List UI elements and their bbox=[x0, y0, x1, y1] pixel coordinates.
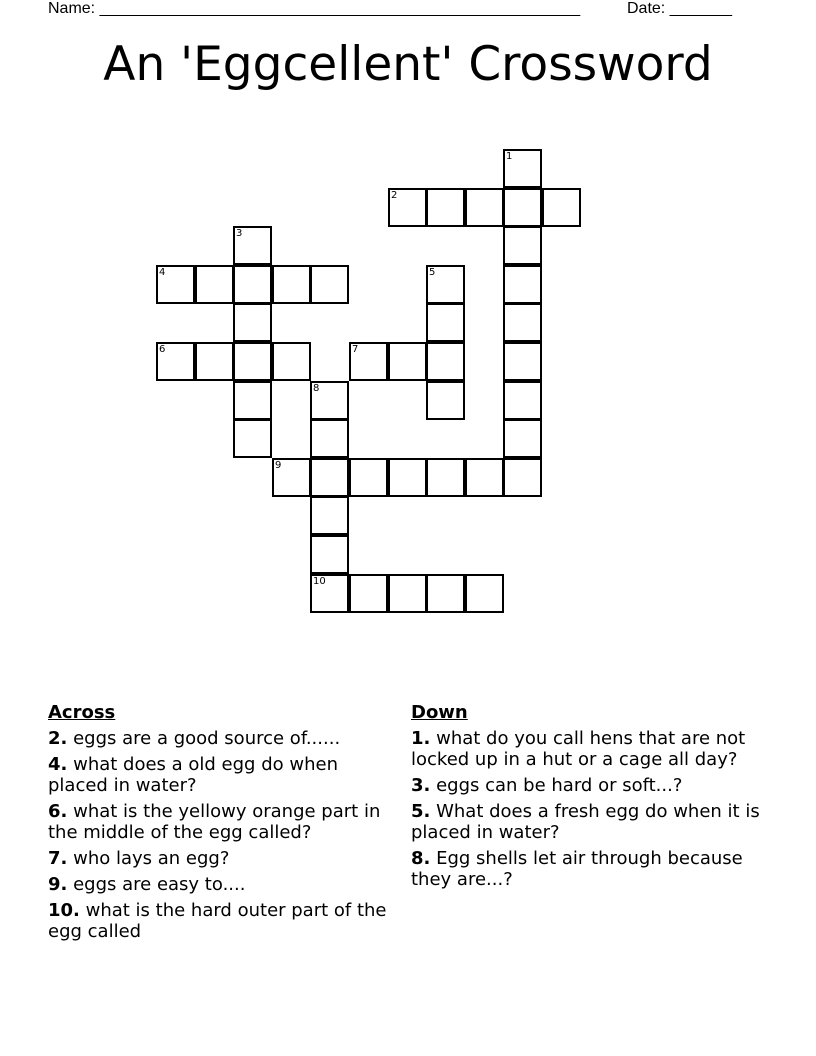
crossword-cell[interactable] bbox=[349, 574, 388, 613]
crossword-cell[interactable] bbox=[388, 342, 427, 381]
across-clues bbox=[48, 702, 393, 947]
cell-number: 5 bbox=[429, 267, 436, 278]
crossword-cell[interactable] bbox=[233, 265, 272, 304]
crossword-cell[interactable] bbox=[233, 381, 272, 420]
down-clue-list bbox=[411, 728, 761, 890]
cell-number: 4 bbox=[159, 267, 166, 278]
crossword-cell[interactable] bbox=[272, 265, 311, 304]
clue-text: Egg shells let air through because they are...? bbox=[411, 848, 743, 890]
crossword-cell[interactable] bbox=[272, 458, 311, 497]
clue-item bbox=[48, 801, 393, 843]
clue-number: 9. bbox=[48, 874, 68, 895]
crossword-cell[interactable] bbox=[503, 149, 542, 188]
cell-number: 7 bbox=[352, 344, 359, 355]
clue-item bbox=[48, 874, 393, 895]
clue-text: who lays an egg? bbox=[67, 848, 230, 869]
crossword-cell[interactable] bbox=[349, 458, 388, 497]
crossword-cell[interactable] bbox=[426, 265, 465, 304]
crossword-cell[interactable] bbox=[310, 419, 349, 458]
crossword-cell[interactable] bbox=[388, 458, 427, 497]
crossword-cell[interactable] bbox=[503, 303, 542, 342]
crossword-cell[interactable] bbox=[388, 574, 427, 613]
cell-number: 2 bbox=[391, 190, 398, 201]
crossword-cell[interactable] bbox=[388, 188, 427, 227]
clue-text: eggs can be hard or soft...? bbox=[430, 775, 683, 796]
crossword-cell[interactable] bbox=[310, 458, 349, 497]
clue-text: eggs are a good source of...... bbox=[67, 728, 341, 749]
across-clue-list bbox=[48, 728, 393, 942]
crossword-cell[interactable] bbox=[195, 342, 234, 381]
clue-item bbox=[48, 754, 393, 796]
clue-number: 10. bbox=[48, 900, 80, 921]
clue-text: what is the yellowy orange part in the middle of the egg called? bbox=[48, 801, 381, 843]
crossword-cell[interactable] bbox=[465, 188, 504, 227]
crossword-cell[interactable] bbox=[233, 226, 272, 265]
name-field[interactable]: Name: ______________________________________________________ bbox=[48, 0, 581, 17]
clue-text: what does a old egg do when placed in water? bbox=[48, 754, 338, 796]
crossword-cell[interactable] bbox=[503, 226, 542, 265]
crossword-cell[interactable] bbox=[465, 574, 504, 613]
clue-number: 1. bbox=[411, 728, 431, 749]
crossword-cell[interactable] bbox=[233, 303, 272, 342]
crossword-cell[interactable] bbox=[503, 381, 542, 420]
crossword-cell[interactable] bbox=[156, 265, 195, 304]
date-field[interactable]: Date: _______ bbox=[627, 0, 732, 17]
crossword-cell[interactable] bbox=[426, 303, 465, 342]
clue-number: 4. bbox=[48, 754, 68, 775]
clue-number: 6. bbox=[48, 801, 68, 822]
crossword-cell[interactable] bbox=[195, 265, 234, 304]
crossword-cell[interactable] bbox=[310, 381, 349, 420]
clue-text: what is the hard outer part of the egg called bbox=[48, 900, 387, 942]
crossword-cell[interactable] bbox=[310, 535, 349, 574]
crossword-cell[interactable] bbox=[310, 496, 349, 535]
clue-number: 7. bbox=[48, 848, 68, 869]
page-title: An 'Eggcellent' Crossword bbox=[103, 37, 713, 92]
crossword-cell[interactable] bbox=[233, 419, 272, 458]
clue-item bbox=[48, 848, 393, 869]
crossword-cell[interactable] bbox=[426, 342, 465, 381]
clue-number: 8. bbox=[411, 848, 431, 869]
crossword-cell[interactable] bbox=[426, 574, 465, 613]
crossword-cell[interactable] bbox=[542, 188, 581, 227]
clue-item bbox=[48, 900, 393, 942]
crossword-cell[interactable] bbox=[156, 342, 195, 381]
cell-number: 6 bbox=[159, 344, 166, 355]
cell-number: 9 bbox=[275, 460, 282, 471]
crossword-cell[interactable] bbox=[233, 342, 272, 381]
crossword-cell[interactable] bbox=[426, 188, 465, 227]
clue-text: eggs are easy to.... bbox=[67, 874, 246, 895]
crossword-cell[interactable] bbox=[272, 342, 311, 381]
crossword-cell[interactable] bbox=[465, 458, 504, 497]
cell-number: 10 bbox=[313, 576, 326, 587]
crossword-cell[interactable] bbox=[503, 342, 542, 381]
cell-number: 1 bbox=[506, 151, 513, 162]
crossword-cell[interactable] bbox=[503, 419, 542, 458]
crossword-cell[interactable] bbox=[426, 458, 465, 497]
clue-text: what do you call hens that are not locked up in a hut or a cage all day? bbox=[411, 728, 746, 770]
clue-item bbox=[411, 848, 761, 890]
clue-text: What does a fresh egg do when it is placed in water? bbox=[411, 801, 760, 843]
crossword-cell[interactable] bbox=[503, 458, 542, 497]
crossword-cell[interactable] bbox=[349, 342, 388, 381]
clue-item bbox=[48, 728, 393, 749]
clue-number: 5. bbox=[411, 801, 431, 822]
cell-number: 8 bbox=[313, 383, 320, 394]
down-clues bbox=[411, 702, 761, 895]
clue-item bbox=[411, 775, 761, 796]
clue-number: 3. bbox=[411, 775, 431, 796]
crossword-cell[interactable] bbox=[503, 265, 542, 304]
crossword-cell[interactable] bbox=[310, 574, 349, 613]
clue-item bbox=[411, 801, 761, 843]
crossword-cell[interactable] bbox=[503, 188, 542, 227]
cell-number: 3 bbox=[236, 228, 243, 239]
clue-item bbox=[411, 728, 761, 770]
clue-number: 2. bbox=[48, 728, 68, 749]
header-line bbox=[48, 0, 732, 18]
crossword-cell[interactable] bbox=[310, 265, 349, 304]
across-heading: Across bbox=[48, 702, 116, 723]
down-heading: Down bbox=[411, 702, 468, 723]
crossword-cell[interactable] bbox=[426, 381, 465, 420]
